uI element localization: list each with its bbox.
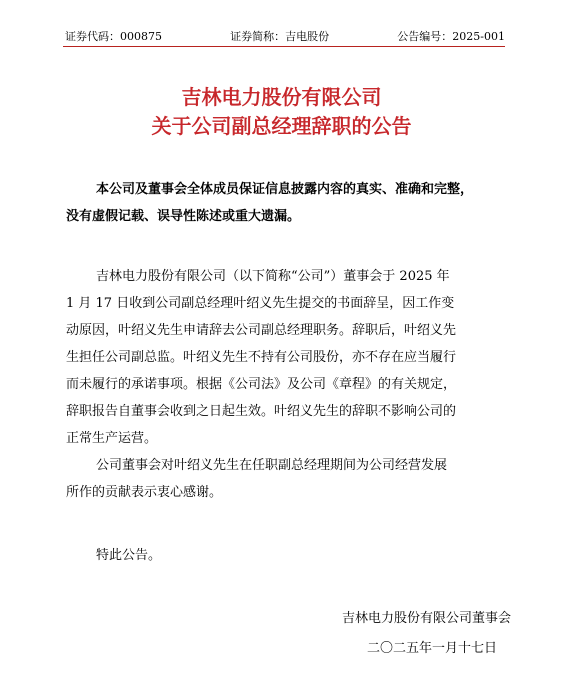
paragraph-line: 吉林电力股份有限公司（以下简称“公司”）董事会于 2025 年: [96, 269, 450, 284]
paragraph-line: 所作的贡献表示衷心感谢。: [66, 485, 223, 500]
signature-date: 二〇二五年一月十七日: [366, 641, 497, 656]
paragraph-line: 动原因，叶绍义先生申请辞去公司副总经理职务。辞职后，叶绍义先: [66, 323, 457, 338]
paragraph-line: 生担任公司副总监。叶绍义先生不持有公司股份，亦不存在应当履行: [66, 350, 457, 365]
header-rule: [63, 46, 505, 47]
document-header: [65, 30, 505, 44]
stock-short-name: 证券简称：吉电股份: [230, 30, 330, 43]
paragraph-line: 正常生产运营。: [66, 431, 158, 446]
closing-text: 特此公告。: [96, 548, 162, 563]
paragraph-line: 1 月 17 日收到公司副总经理叶绍义先生提交的书面辞呈，因工作变: [66, 296, 455, 311]
paragraph-line: 辞职报告自董事会收到之日起生效。叶绍义先生的辞职不影响公司的: [66, 404, 457, 419]
signature-organization: 吉林电力股份有限公司董事会: [341, 611, 511, 626]
company-title: 吉林电力股份有限公司: [181, 85, 382, 109]
stock-code: 证券代码：000875: [65, 30, 162, 43]
announcement-title: 关于公司副总经理辞职的公告: [151, 114, 412, 138]
paragraph-line: 而未履行的承诺事项。根据《公司法》及公司《章程》的有关规定，: [66, 377, 457, 392]
declaration-line-1: 本公司及董事会全体成员保证信息披露内容的真实、准确和完整，: [96, 182, 474, 197]
notice-number: 公告编号：2025-001: [397, 30, 505, 43]
declaration-line-2: 没有虚假记载、误导性陈述或重大遗漏。: [66, 209, 301, 224]
paragraph-line: 公司董事会对叶绍义先生在任职副总经理期间为公司经营发展: [96, 458, 448, 473]
